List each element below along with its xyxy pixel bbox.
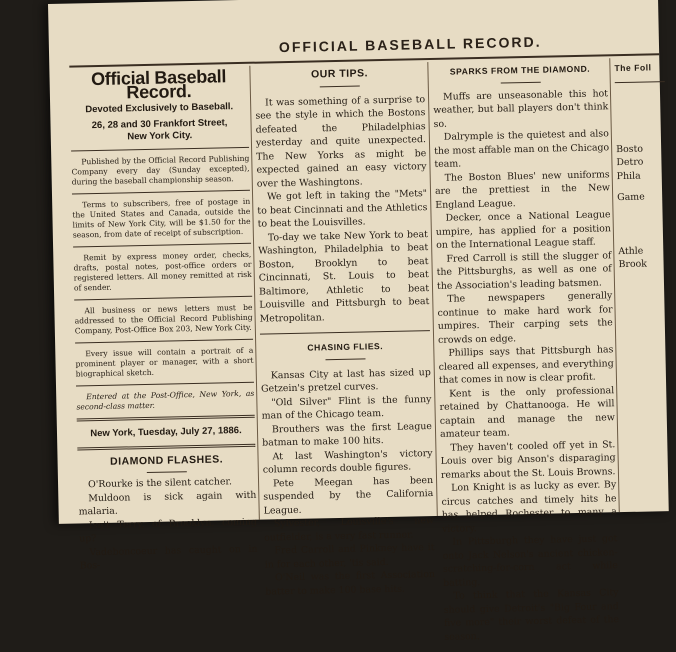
divider	[77, 443, 255, 450]
divider	[73, 243, 251, 248]
divider	[71, 147, 249, 152]
column-publisher-info	[69, 66, 258, 573]
notice-paragraph: Every issue will contain a portrait of a prominent player or manager, with a short biographical sketch.	[75, 345, 254, 379]
section-heading: OUR TIPS.	[310, 67, 369, 81]
table-fragment: Game	[617, 191, 645, 204]
divider	[72, 190, 250, 195]
list-item: Phillips says that Pittsburgh has cleared all expenses, and everything that comes in now is clear profit.	[438, 344, 614, 386]
paper-subtitle: Devoted Exclusively to Baseball.	[85, 101, 234, 116]
column-sparks	[432, 58, 619, 644]
divider	[500, 81, 540, 83]
list-item: To think that the Kansas City should give Detroit's "Big Four and five more" their worst defeat of the season.	[443, 587, 620, 643]
list-item: Vadeboncoeur has caught on in Bos-	[79, 543, 258, 572]
divider	[260, 330, 430, 335]
dateline: New York, Tuesday, July 27, 1886.	[90, 425, 242, 440]
section-heading: The Foll	[614, 62, 652, 74]
newspaper-page	[48, 0, 669, 643]
column-our-tips	[254, 62, 435, 598]
list-item: In Pittsburgh they have just got onto Jack Nelson's ancient chicken-scratching-for-corn act while batting.	[442, 533, 619, 589]
list-item: Fred Carroll is still the slugger of the Pittsburghs, as well as one of the Association's leading batsmen.	[436, 249, 612, 292]
notice-paragraph: Terms to subscribers, free of postage in the United States and Canada, outside the limits of New York City, will be $1.50 for the season, from date of receipt of subscription.	[72, 196, 251, 240]
article-paragraph: We got left in taking the "Mets" to beat Cincinnati and the Athletics to beat the Louisvilles.	[257, 188, 428, 230]
notice-paragraph: All business or news letters must be addressed to the Official Record Publishing Company, Post-Office Box 203, New York City.	[74, 302, 253, 336]
address-line-2: New York City.	[127, 130, 193, 143]
divider	[76, 382, 254, 387]
list-item: Kent is the only professional retained by Chattanooga. He will captain and manage the new amateur team.	[439, 384, 615, 440]
address-line-1: 26, 28 and 30 Frankfort Street,	[91, 117, 228, 132]
list-item: Isn't Terry, of Brooklyn, coming up?	[79, 516, 258, 545]
divider	[147, 471, 187, 473]
section-heading: DIAMOND FLASHES.	[109, 452, 224, 468]
notice-paragraph: Remit by express money order, checks, drafts, postal notes, post-office orders or registered letters. All money remitted at risk of sender.	[73, 249, 252, 293]
article-paragraph: To-day we take New York to beat Washington, Philadelphia to beat Boston, Brooklyn to beat Cincinnati, St. Louis to beat Baltimore, Athletic to beat Louisville and Pittsburgh to beat Metropolitan.	[258, 228, 430, 325]
list-item: Sylvester, Louisville's new outfielder, is a very fast runner.	[264, 515, 435, 544]
table-fragment: Detro	[616, 156, 644, 169]
list-item: The Boston Blues' new uniforms are the prettiest in the New England League.	[434, 168, 611, 211]
list-item: Fred Carroll and Pinkney have it in for each other, 'tis said.	[264, 542, 435, 571]
section-heading: SPARKS FROM THE DIAMOND.	[449, 63, 591, 77]
list-item: Pete Meegan has been suspended by the California League.	[263, 474, 434, 517]
list-item: Lon Knight is as lucky as ever. By circus catches and timely hits he has helped Rochester to many a victory.	[441, 479, 617, 535]
divider	[615, 81, 665, 83]
list-item: Muffs are unseasonable this hot weather, but ball players don't think so.	[433, 87, 609, 130]
notice-paragraph: Published by the Official Record Publishing Company every day (Sunday excepted), during the baseball championship season.	[71, 153, 250, 187]
list-item: Decker, once a National League umpire, has applied for a position on the International League staff.	[435, 209, 611, 251]
notice-paragraph: Entered at the Post-Office, New York, as second-class matter.	[76, 388, 255, 412]
table-fragment: Brook	[618, 258, 648, 271]
table-fragment: Bosto	[616, 143, 644, 155]
masthead: OFFICIAL BASEBALL RECORD.	[278, 33, 542, 56]
section-heading: CHASING FLIES.	[307, 341, 384, 353]
divider	[325, 358, 365, 360]
list-item: Brouthers was the first League batman to make 100 hits.	[262, 420, 433, 449]
divider	[320, 85, 360, 87]
table-fragment: Athle	[618, 245, 644, 257]
paper-title: Official Baseball Record.	[90, 66, 227, 102]
divider	[75, 339, 253, 344]
list-item: Kansas City at last has sized up Getzein's pretzel curves.	[260, 366, 431, 395]
divider	[74, 296, 252, 301]
list-item: The newspapers generally continue to make hard work for umpires. Their carping sets the crowds on edge.	[437, 290, 613, 346]
list-item: O'Rourke is the silent catcher.	[87, 476, 233, 491]
list-item: Dalrymple is the quietest and also the most affable man on the Chicago team.	[434, 128, 610, 170]
article-paragraph: It was something of a surprise to see the style in which the Bostons defeated the Philadelphias yesterday and quite unexpected. The New Yorks as might be expected gained an easy victory over the Washingtons.	[255, 93, 427, 190]
list-item: "Old Silver" Flint is the funny man of the Chicago team.	[261, 393, 432, 422]
list-item: At last Washington's victory column records double figures.	[262, 447, 433, 476]
list-item: O'Neil was the first Association batter to make 100 base hits.	[265, 569, 436, 598]
divider	[77, 415, 255, 422]
table-fragment: Phila	[616, 170, 641, 182]
list-item: Muldoon is sick again with malaria.	[78, 489, 257, 518]
column-partial	[614, 57, 668, 272]
list-item: They haven't cooled off yet in St. Louis over big Anson's disparaging remarks about the St. Louis Browns.	[440, 438, 616, 481]
